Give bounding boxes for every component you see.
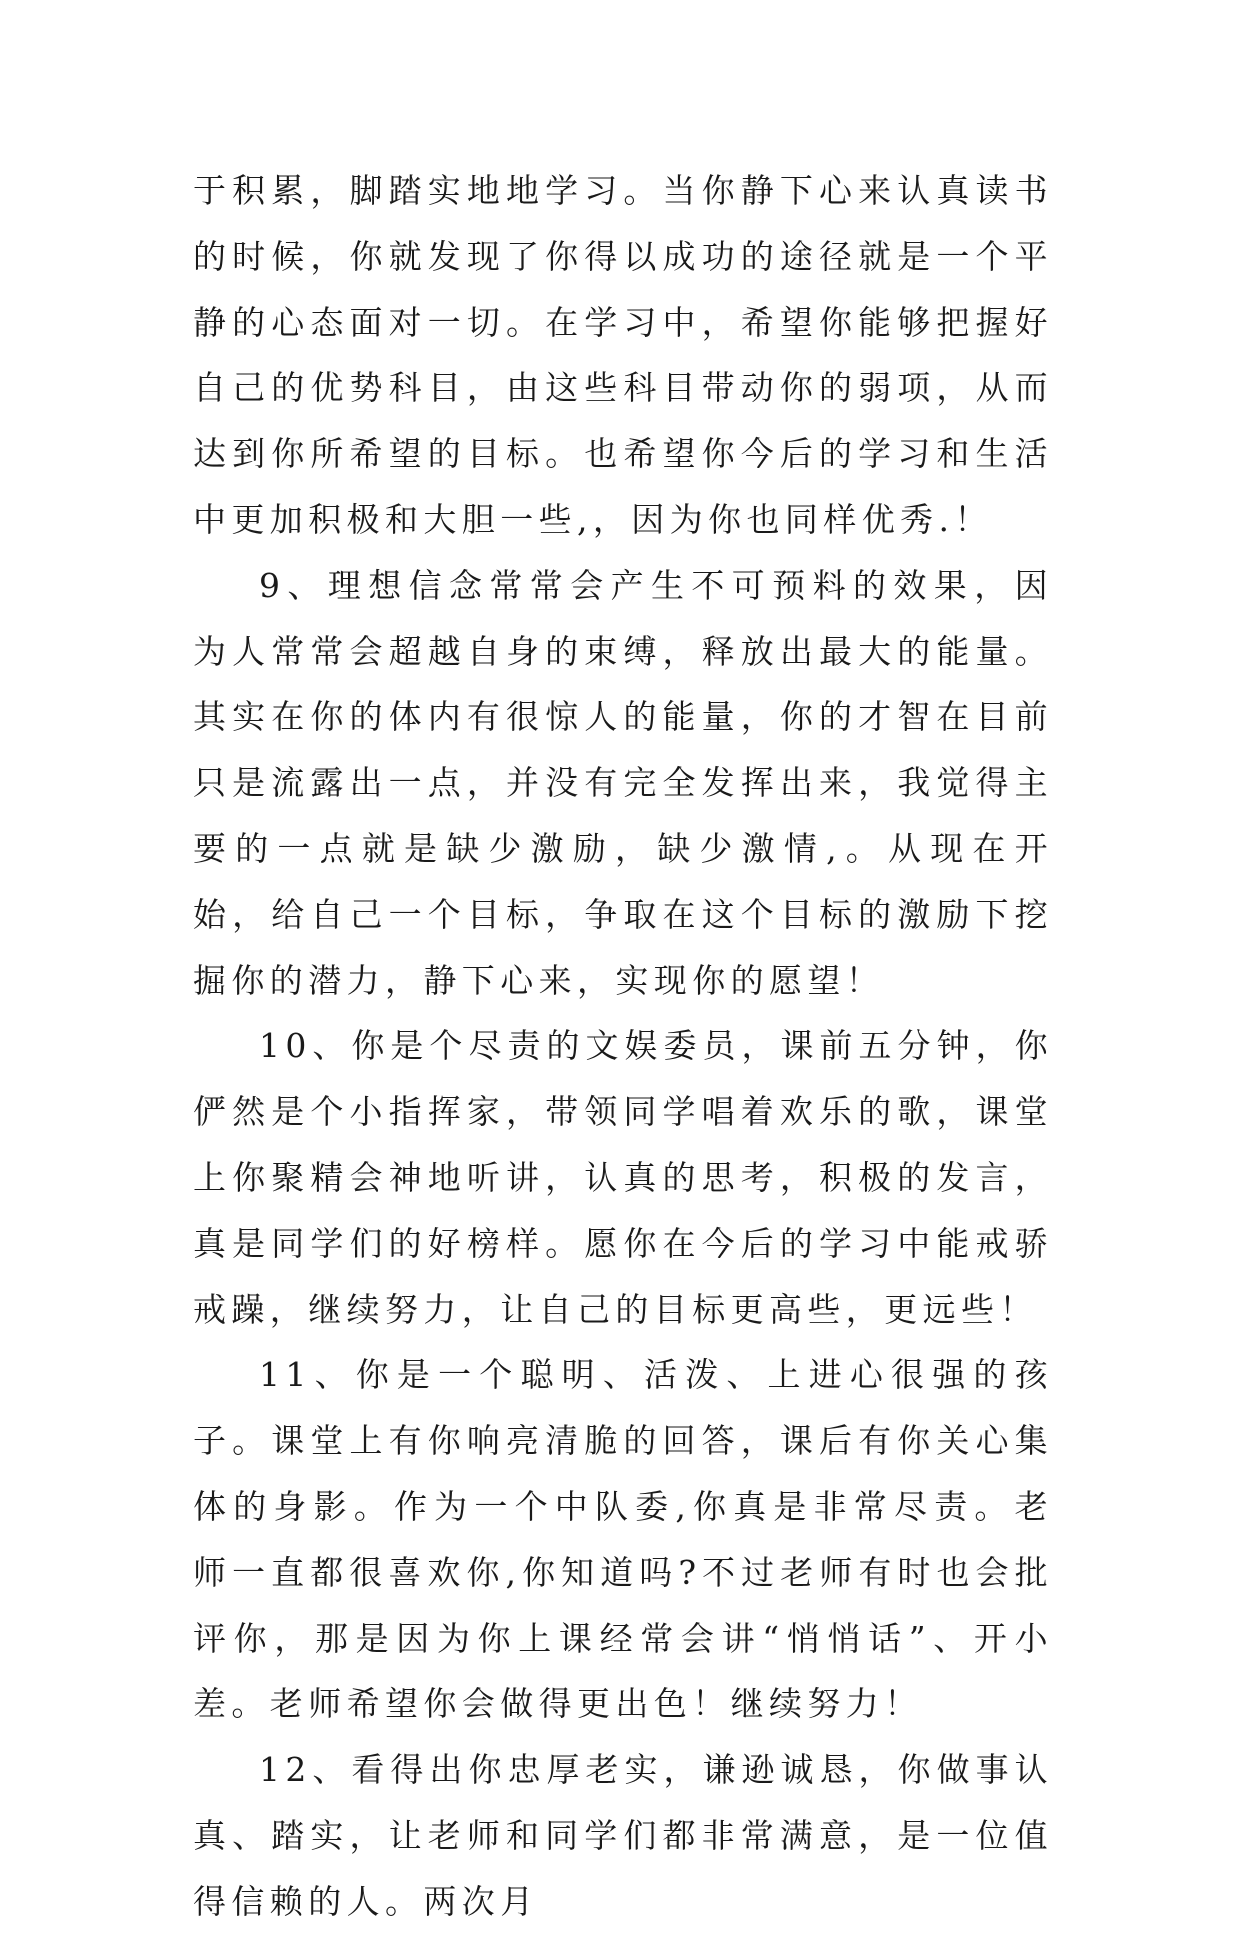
paragraph-1: 于积累，脚踏实地地学习。当你静下心来认真读书的时候，你就发现了你得以成功的途径就是一个平静的心态面对一切。在学习中，希望你能够把握好自己的优势科目，由这些科目带动你的弱项，从而达到你所希望的目标。也希望你今后的学习和生活中更加积极和大胆一些,，因为你也同样优秀.！ [193, 171, 1053, 539]
paragraph-12: 12、看得出你忠厚老实，谦逊诚恳，你做事认真、踏实，让老师和同学们都非常满意，是一位值得信赖的人。两次月 [193, 1750, 1053, 1921]
paragraph-10: 10、你是个尽责的文娱委员，课前五分钟，你俨然是个小指挥家，带领同学唱着欢乐的歌，课堂上你聚精会神地听讲，认真的思考，积极的发言，真是同学们的好榜样。愿你在今后的学习中能戒骄戒躁，继续努力，让自己的目标更高些，更远些！ [193, 1026, 1053, 1329]
document-body [193, 158, 1053, 1935]
paragraph-9: 9、理想信念常常会产生不可预料的效果，因为人常常会超越自身的束缚，释放出最大的能量。其实在你的体内有很惊人的能量，你的才智在目前只是流露出一点，并没有完全发挥出来，我觉得主要的一点就是缺少激励，缺少激情,。从现在开始，给自己一个目标，争取在这个目标的激励下挖掘你的潜力，静下心来，实现你的愿望！ [193, 565, 1053, 1000]
paragraph-11: 11、你是一个聪明、活泼、上进心很强的孩子。课堂上有你响亮清脆的回答，课后有你关心集体的身影。作为一个中队委,你真是非常尽责。老师一直都很喜欢你,你知道吗?不过老师有时也会批评你，那是因为你上课经常会讲“悄悄话”、开小差。老师希望你会做得更出色！继续努力！ [193, 1355, 1053, 1724]
